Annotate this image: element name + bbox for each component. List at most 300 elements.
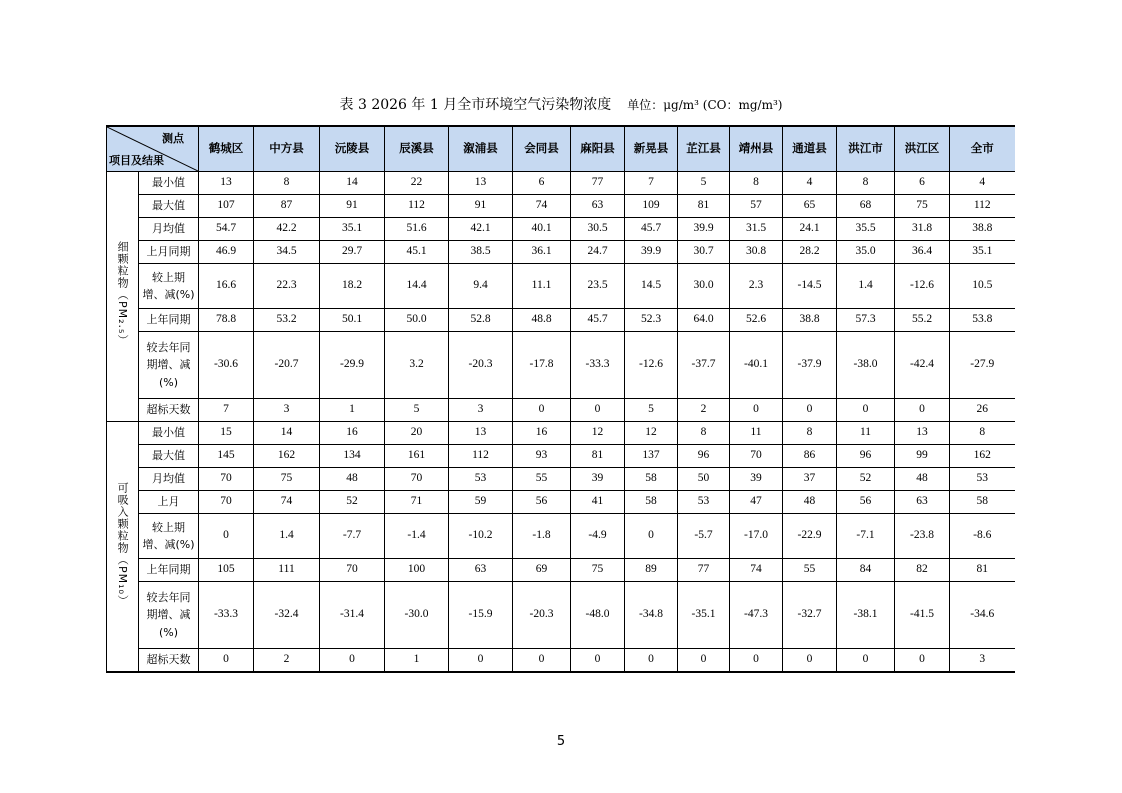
value-cell: 0 bbox=[320, 649, 385, 673]
value-cell: 65 bbox=[783, 195, 837, 218]
value-cell: 0 bbox=[571, 649, 625, 673]
value-cell: 8 bbox=[783, 422, 837, 445]
value-cell: 39.9 bbox=[625, 241, 678, 264]
value-cell: 7 bbox=[625, 172, 678, 195]
value-cell: 35.0 bbox=[837, 241, 895, 264]
value-cell: 13 bbox=[199, 172, 254, 195]
value-cell: 0 bbox=[678, 649, 730, 673]
value-cell: 75 bbox=[254, 468, 320, 491]
value-cell: 57.3 bbox=[837, 309, 895, 332]
value-cell: 78.8 bbox=[199, 309, 254, 332]
value-cell: 81 bbox=[571, 445, 625, 468]
value-cell: 36.4 bbox=[895, 241, 950, 264]
value-cell: 91 bbox=[320, 195, 385, 218]
caption-unit: 单位：μg/m³ (CO：mg/m³) bbox=[627, 98, 783, 112]
value-cell: 0 bbox=[895, 399, 950, 422]
value-cell: 13 bbox=[449, 422, 513, 445]
value-cell: 39.9 bbox=[678, 218, 730, 241]
value-cell: 4 bbox=[950, 172, 1015, 195]
row-label: 期增、减 bbox=[146, 608, 191, 622]
value-cell: 14.5 bbox=[625, 264, 678, 309]
value-cell: 8 bbox=[837, 172, 895, 195]
row-label-cell bbox=[139, 218, 199, 241]
value-cell: 71 bbox=[385, 491, 449, 514]
row-label-cell bbox=[139, 264, 199, 309]
row-label: 期增、减 bbox=[146, 358, 191, 372]
value-cell: 38.8 bbox=[950, 218, 1015, 241]
row-label-cell bbox=[139, 514, 199, 559]
value-cell: 6 bbox=[513, 172, 571, 195]
corner-top-label: 测点 bbox=[162, 132, 184, 145]
value-cell: 47 bbox=[730, 491, 783, 514]
value-cell: -27.9 bbox=[950, 332, 1015, 399]
column-header: 全市 bbox=[950, 126, 1015, 172]
row-label: 最大值 bbox=[152, 199, 185, 213]
value-cell: 3.2 bbox=[385, 332, 449, 399]
value-cell: 7 bbox=[199, 399, 254, 422]
value-cell: 45.1 bbox=[385, 241, 449, 264]
value-cell: 162 bbox=[254, 445, 320, 468]
value-cell: 56 bbox=[513, 491, 571, 514]
value-cell: 1.4 bbox=[837, 264, 895, 309]
value-cell: 30.5 bbox=[571, 218, 625, 241]
value-cell: 36.1 bbox=[513, 241, 571, 264]
value-cell: 55.2 bbox=[895, 309, 950, 332]
value-cell: 74 bbox=[254, 491, 320, 514]
value-cell: 20 bbox=[385, 422, 449, 445]
row-label: 最大值 bbox=[152, 449, 185, 463]
value-cell: 63 bbox=[449, 559, 513, 582]
row-label: 增、减(%) bbox=[142, 288, 195, 301]
value-cell: 11.1 bbox=[513, 264, 571, 309]
value-cell: 55 bbox=[783, 559, 837, 582]
value-cell: 30.7 bbox=[678, 241, 730, 264]
table-row bbox=[107, 172, 1015, 195]
value-cell: 53 bbox=[950, 468, 1015, 491]
value-cell: 0 bbox=[730, 649, 783, 673]
value-cell: 48 bbox=[783, 491, 837, 514]
value-cell: -33.3 bbox=[571, 332, 625, 399]
column-header: 通道县 bbox=[783, 126, 837, 172]
value-cell: 162 bbox=[950, 445, 1015, 468]
row-label: 超标天数 bbox=[146, 653, 191, 667]
value-cell: 42.1 bbox=[449, 218, 513, 241]
value-cell: 112 bbox=[950, 195, 1015, 218]
value-cell: 10.5 bbox=[950, 264, 1015, 309]
row-label: 超标天数 bbox=[146, 403, 191, 417]
value-cell: 77 bbox=[571, 172, 625, 195]
row-label-cell bbox=[139, 649, 199, 673]
value-cell: 112 bbox=[385, 195, 449, 218]
value-cell: 63 bbox=[895, 491, 950, 514]
value-cell: -34.8 bbox=[625, 582, 678, 649]
row-label: 月均值 bbox=[152, 472, 185, 486]
value-cell: 51.6 bbox=[385, 218, 449, 241]
row-label: 上月同期 bbox=[146, 245, 191, 259]
value-cell: 58 bbox=[950, 491, 1015, 514]
row-label: 上月 bbox=[157, 495, 180, 509]
value-cell: 74 bbox=[730, 559, 783, 582]
value-cell: 4 bbox=[783, 172, 837, 195]
value-cell: 59 bbox=[449, 491, 513, 514]
value-cell: 53 bbox=[449, 468, 513, 491]
value-cell: -20.3 bbox=[449, 332, 513, 399]
value-cell: 8 bbox=[254, 172, 320, 195]
value-cell: 53.8 bbox=[950, 309, 1015, 332]
value-cell: 0 bbox=[513, 399, 571, 422]
header-row bbox=[107, 126, 1015, 172]
value-cell: -29.9 bbox=[320, 332, 385, 399]
table-row bbox=[107, 422, 1015, 445]
value-cell: 30.8 bbox=[730, 241, 783, 264]
value-cell: 14.4 bbox=[385, 264, 449, 309]
value-cell: -32.4 bbox=[254, 582, 320, 649]
table-row bbox=[107, 514, 1015, 559]
value-cell: 1.4 bbox=[254, 514, 320, 559]
value-cell: 109 bbox=[625, 195, 678, 218]
value-cell: 52.3 bbox=[625, 309, 678, 332]
table-row bbox=[107, 445, 1015, 468]
pollutant-table bbox=[106, 125, 1015, 673]
column-header: 会同县 bbox=[513, 126, 571, 172]
row-label-cell bbox=[139, 468, 199, 491]
value-cell: 8 bbox=[730, 172, 783, 195]
value-cell: 75 bbox=[895, 195, 950, 218]
value-cell: 16.6 bbox=[199, 264, 254, 309]
value-cell: 24.1 bbox=[783, 218, 837, 241]
value-cell: 8 bbox=[950, 422, 1015, 445]
row-label: (%) bbox=[158, 375, 179, 389]
page-number: 5 bbox=[556, 734, 566, 749]
column-header: 麻阳县 bbox=[571, 126, 625, 172]
row-label: 较去年同 bbox=[146, 341, 191, 355]
value-cell: -31.4 bbox=[320, 582, 385, 649]
value-cell: 0 bbox=[449, 649, 513, 673]
row-label-cell bbox=[139, 582, 199, 649]
table-row bbox=[107, 218, 1015, 241]
value-cell: 0 bbox=[625, 649, 678, 673]
row-label: 增、减(%) bbox=[142, 538, 195, 551]
value-cell: 0 bbox=[895, 649, 950, 673]
table-row bbox=[107, 309, 1015, 332]
value-cell: 89 bbox=[625, 559, 678, 582]
column-header: 中方县 bbox=[254, 126, 320, 172]
value-cell: 5 bbox=[385, 399, 449, 422]
value-cell: 14 bbox=[254, 422, 320, 445]
row-label: 月均值 bbox=[152, 222, 185, 236]
value-cell: 3 bbox=[449, 399, 513, 422]
value-cell: 11 bbox=[730, 422, 783, 445]
value-cell: -42.4 bbox=[895, 332, 950, 399]
value-cell: 70 bbox=[730, 445, 783, 468]
value-cell: 35.1 bbox=[320, 218, 385, 241]
value-cell: 15 bbox=[199, 422, 254, 445]
table-row bbox=[107, 399, 1015, 422]
corner-bottom-label: 项目及结果 bbox=[109, 153, 164, 167]
value-cell: 34.5 bbox=[254, 241, 320, 264]
value-cell: 112 bbox=[449, 445, 513, 468]
value-cell: -30.6 bbox=[199, 332, 254, 399]
value-cell: 53 bbox=[678, 491, 730, 514]
value-cell: -17.8 bbox=[513, 332, 571, 399]
value-cell: 52 bbox=[320, 491, 385, 514]
column-header: 芷江县 bbox=[678, 126, 730, 172]
value-cell: -12.6 bbox=[625, 332, 678, 399]
table-row bbox=[107, 491, 1015, 514]
value-cell: 3 bbox=[254, 399, 320, 422]
table-row bbox=[107, 332, 1015, 399]
table-row bbox=[107, 559, 1015, 582]
value-cell: 50.0 bbox=[385, 309, 449, 332]
value-cell: 45.7 bbox=[571, 309, 625, 332]
group-label: 细颗粒物（PM₂.₅） bbox=[116, 241, 130, 347]
column-header: 鹤城区 bbox=[199, 126, 254, 172]
value-cell: 86 bbox=[783, 445, 837, 468]
table-row bbox=[107, 582, 1015, 649]
group-label-cell bbox=[107, 172, 139, 422]
value-cell: -15.9 bbox=[449, 582, 513, 649]
value-cell: -14.5 bbox=[783, 264, 837, 309]
column-header: 洪江区 bbox=[895, 126, 950, 172]
column-header: 溆浦县 bbox=[449, 126, 513, 172]
value-cell: 52 bbox=[837, 468, 895, 491]
value-cell: -8.6 bbox=[950, 514, 1015, 559]
value-cell: -17.0 bbox=[730, 514, 783, 559]
value-cell: 14 bbox=[320, 172, 385, 195]
value-cell: 100 bbox=[385, 559, 449, 582]
value-cell: -41.5 bbox=[895, 582, 950, 649]
value-cell: -20.3 bbox=[513, 582, 571, 649]
value-cell: 38.8 bbox=[783, 309, 837, 332]
value-cell: 58 bbox=[625, 468, 678, 491]
value-cell: -12.6 bbox=[895, 264, 950, 309]
value-cell: 42.2 bbox=[254, 218, 320, 241]
value-cell: 45.7 bbox=[625, 218, 678, 241]
value-cell: 22 bbox=[385, 172, 449, 195]
value-cell: 48 bbox=[320, 468, 385, 491]
value-cell: -20.7 bbox=[254, 332, 320, 399]
value-cell: 161 bbox=[385, 445, 449, 468]
value-cell: 2 bbox=[678, 399, 730, 422]
row-label: 最小值 bbox=[152, 426, 185, 440]
value-cell: 54.7 bbox=[199, 218, 254, 241]
row-label-cell bbox=[139, 491, 199, 514]
value-cell: 39 bbox=[571, 468, 625, 491]
value-cell: 46.9 bbox=[199, 241, 254, 264]
value-cell: 63 bbox=[571, 195, 625, 218]
table-row bbox=[107, 649, 1015, 673]
value-cell: 13 bbox=[895, 422, 950, 445]
value-cell: 52.6 bbox=[730, 309, 783, 332]
value-cell: 81 bbox=[950, 559, 1015, 582]
row-label: 上年同期 bbox=[146, 563, 191, 577]
value-cell: 6 bbox=[895, 172, 950, 195]
row-label-cell bbox=[139, 241, 199, 264]
value-cell: -48.0 bbox=[571, 582, 625, 649]
value-cell: 26 bbox=[950, 399, 1015, 422]
value-cell: -34.6 bbox=[950, 582, 1015, 649]
table-row bbox=[107, 195, 1015, 218]
value-cell: 137 bbox=[625, 445, 678, 468]
row-label-cell bbox=[139, 195, 199, 218]
row-label-cell bbox=[139, 399, 199, 422]
value-cell: -38.0 bbox=[837, 332, 895, 399]
value-cell: 70 bbox=[320, 559, 385, 582]
value-cell: -32.7 bbox=[783, 582, 837, 649]
corner-header-cell bbox=[107, 126, 199, 172]
value-cell: -10.2 bbox=[449, 514, 513, 559]
value-cell: 75 bbox=[571, 559, 625, 582]
value-cell: 70 bbox=[385, 468, 449, 491]
value-cell: 0 bbox=[837, 399, 895, 422]
value-cell: 58 bbox=[625, 491, 678, 514]
table-row bbox=[107, 468, 1015, 491]
group-label-cell bbox=[107, 422, 139, 673]
value-cell: 0 bbox=[625, 514, 678, 559]
table-body bbox=[107, 172, 1015, 673]
value-cell: 40.1 bbox=[513, 218, 571, 241]
value-cell: 0 bbox=[199, 649, 254, 673]
row-label-cell bbox=[139, 172, 199, 195]
value-cell: 55 bbox=[513, 468, 571, 491]
value-cell: 2 bbox=[254, 649, 320, 673]
value-cell: 1 bbox=[385, 649, 449, 673]
row-label-cell bbox=[139, 559, 199, 582]
value-cell: 35.1 bbox=[950, 241, 1015, 264]
row-label: 上年同期 bbox=[146, 313, 191, 327]
column-header: 沅陵县 bbox=[320, 126, 385, 172]
row-label-cell bbox=[139, 332, 199, 399]
value-cell: 107 bbox=[199, 195, 254, 218]
value-cell: -35.1 bbox=[678, 582, 730, 649]
value-cell: -7.7 bbox=[320, 514, 385, 559]
row-label: (%) bbox=[158, 625, 179, 639]
value-cell: 0 bbox=[513, 649, 571, 673]
value-cell: 28.2 bbox=[783, 241, 837, 264]
value-cell: 50 bbox=[678, 468, 730, 491]
group-label: 可吸入颗粒物（PM₁₀） bbox=[116, 481, 130, 607]
value-cell: 111 bbox=[254, 559, 320, 582]
value-cell: 5 bbox=[625, 399, 678, 422]
value-cell: -38.1 bbox=[837, 582, 895, 649]
value-cell: 87 bbox=[254, 195, 320, 218]
value-cell: 3 bbox=[950, 649, 1015, 673]
value-cell: 30.0 bbox=[678, 264, 730, 309]
value-cell: 0 bbox=[199, 514, 254, 559]
value-cell: 5 bbox=[678, 172, 730, 195]
value-cell: 0 bbox=[837, 649, 895, 673]
value-cell: 16 bbox=[320, 422, 385, 445]
value-cell: 37 bbox=[783, 468, 837, 491]
table-row bbox=[107, 241, 1015, 264]
value-cell: 64.0 bbox=[678, 309, 730, 332]
value-cell: 48 bbox=[895, 468, 950, 491]
value-cell: 11 bbox=[837, 422, 895, 445]
column-header: 靖州县 bbox=[730, 126, 783, 172]
value-cell: 1 bbox=[320, 399, 385, 422]
column-header: 辰溪县 bbox=[385, 126, 449, 172]
value-cell: 24.7 bbox=[571, 241, 625, 264]
caption-title: 表 3 2026 年 1 月全市环境空气污染物浓度 bbox=[339, 97, 612, 113]
value-cell: 105 bbox=[199, 559, 254, 582]
value-cell: 31.5 bbox=[730, 218, 783, 241]
row-label-cell bbox=[139, 422, 199, 445]
row-label-cell bbox=[139, 309, 199, 332]
table-caption bbox=[0, 94, 1122, 114]
value-cell: -23.8 bbox=[895, 514, 950, 559]
value-cell: -22.9 bbox=[783, 514, 837, 559]
value-cell: 13 bbox=[449, 172, 513, 195]
value-cell: 48.8 bbox=[513, 309, 571, 332]
value-cell: 99 bbox=[895, 445, 950, 468]
value-cell: 77 bbox=[678, 559, 730, 582]
value-cell: 38.5 bbox=[449, 241, 513, 264]
value-cell: 93 bbox=[513, 445, 571, 468]
value-cell: 145 bbox=[199, 445, 254, 468]
value-cell: 82 bbox=[895, 559, 950, 582]
column-header: 洪江市 bbox=[837, 126, 895, 172]
value-cell: 18.2 bbox=[320, 264, 385, 309]
value-cell: 9.4 bbox=[449, 264, 513, 309]
row-label-cell bbox=[139, 445, 199, 468]
value-cell: 50.1 bbox=[320, 309, 385, 332]
value-cell: -5.7 bbox=[678, 514, 730, 559]
value-cell: 70 bbox=[199, 468, 254, 491]
column-header: 新晃县 bbox=[625, 126, 678, 172]
value-cell: 39 bbox=[730, 468, 783, 491]
value-cell: -30.0 bbox=[385, 582, 449, 649]
value-cell: -1.4 bbox=[385, 514, 449, 559]
value-cell: -37.7 bbox=[678, 332, 730, 399]
row-label: 较去年同 bbox=[146, 591, 191, 605]
value-cell: 81 bbox=[678, 195, 730, 218]
value-cell: 74 bbox=[513, 195, 571, 218]
row-label: 较上期 bbox=[152, 270, 185, 284]
value-cell: 35.5 bbox=[837, 218, 895, 241]
value-cell: -33.3 bbox=[199, 582, 254, 649]
value-cell: 96 bbox=[837, 445, 895, 468]
value-cell: 41 bbox=[571, 491, 625, 514]
table-row bbox=[107, 264, 1015, 309]
value-cell: -37.9 bbox=[783, 332, 837, 399]
value-cell: 29.7 bbox=[320, 241, 385, 264]
value-cell: -4.9 bbox=[571, 514, 625, 559]
row-label: 较上期 bbox=[152, 520, 185, 534]
value-cell: 23.5 bbox=[571, 264, 625, 309]
value-cell: 134 bbox=[320, 445, 385, 468]
value-cell: 53.2 bbox=[254, 309, 320, 332]
value-cell: 2.3 bbox=[730, 264, 783, 309]
value-cell: 56 bbox=[837, 491, 895, 514]
value-cell: 0 bbox=[783, 649, 837, 673]
value-cell: -40.1 bbox=[730, 332, 783, 399]
value-cell: 0 bbox=[571, 399, 625, 422]
row-label: 最小值 bbox=[152, 176, 185, 190]
value-cell: 8 bbox=[678, 422, 730, 445]
value-cell: -7.1 bbox=[837, 514, 895, 559]
value-cell: -1.8 bbox=[513, 514, 571, 559]
value-cell: 52.8 bbox=[449, 309, 513, 332]
value-cell: 22.3 bbox=[254, 264, 320, 309]
value-cell: 16 bbox=[513, 422, 571, 445]
value-cell: 0 bbox=[730, 399, 783, 422]
value-cell: 57 bbox=[730, 195, 783, 218]
value-cell: 84 bbox=[837, 559, 895, 582]
value-cell: 12 bbox=[625, 422, 678, 445]
value-cell: 69 bbox=[513, 559, 571, 582]
value-cell: -47.3 bbox=[730, 582, 783, 649]
value-cell: 31.8 bbox=[895, 218, 950, 241]
